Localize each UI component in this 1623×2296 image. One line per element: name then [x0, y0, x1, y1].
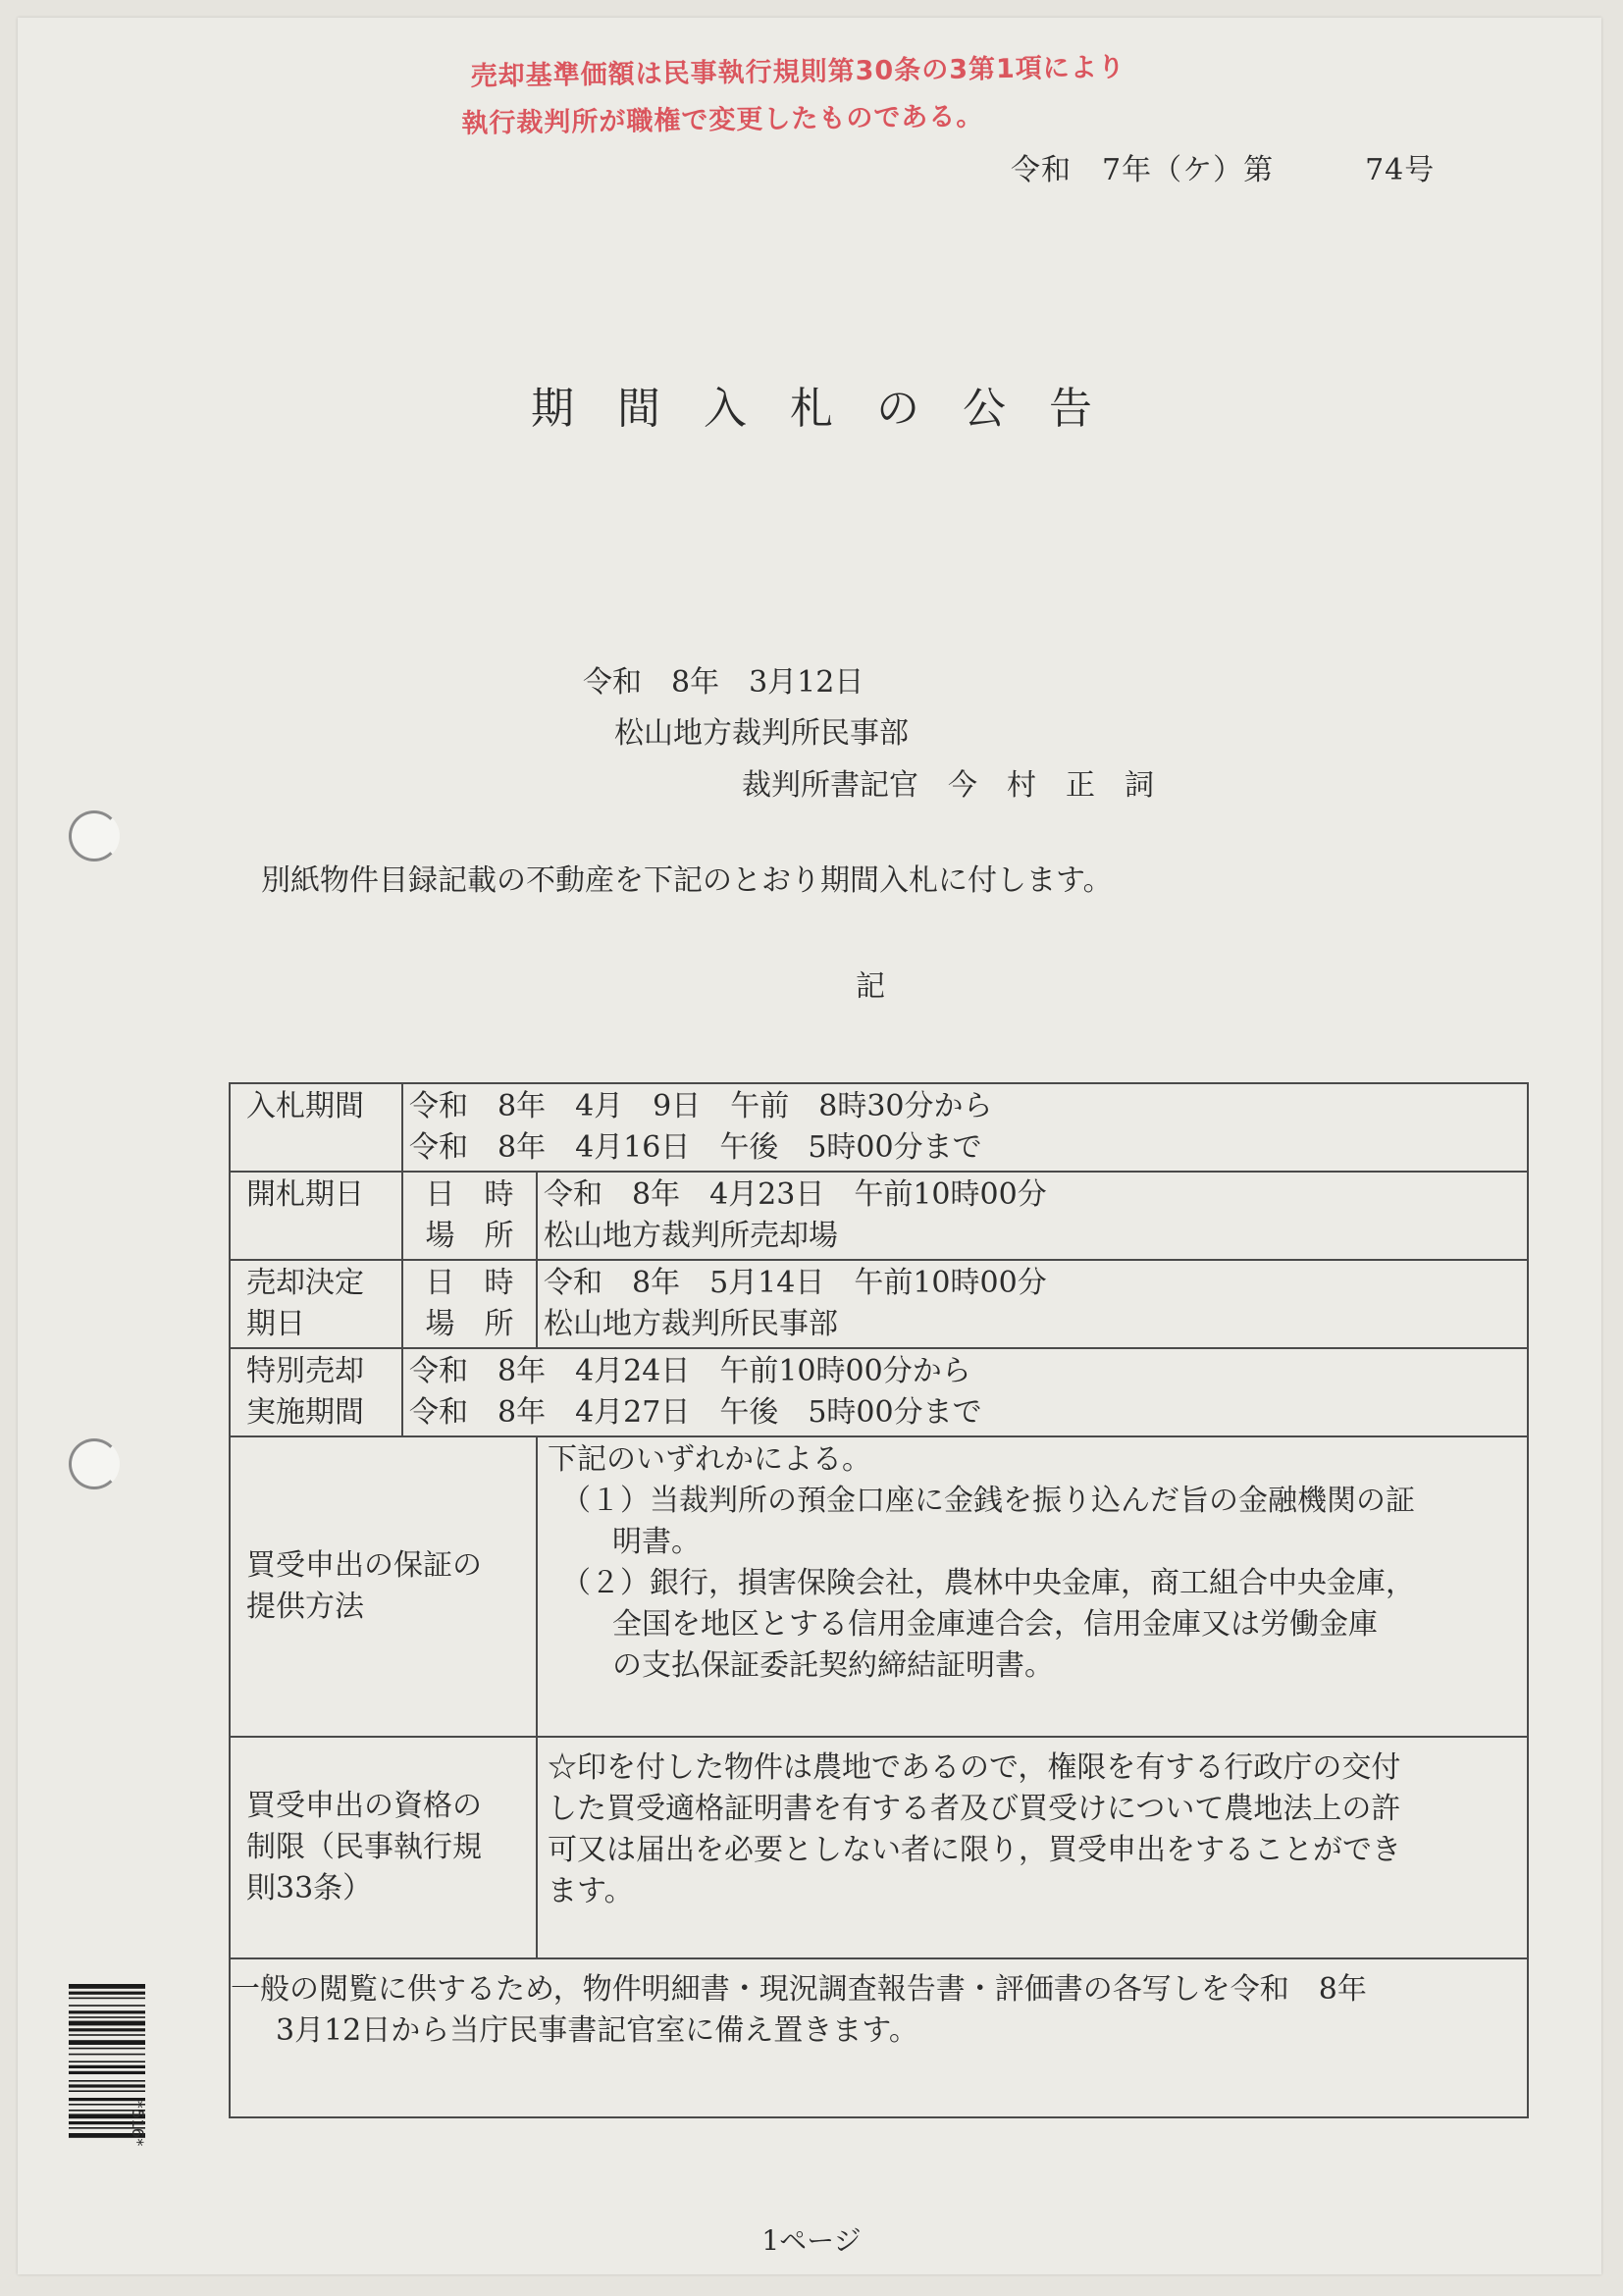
- barcode-bar: [69, 2090, 145, 2092]
- barcode-bar: [69, 1992, 145, 1995]
- decision-sub-labels: 日 時 場 所: [402, 1260, 537, 1348]
- guarantee-label: 買受申出の保証の 提供方法: [230, 1436, 537, 1737]
- barcode-bar: [69, 2080, 145, 2082]
- stamp-line-2: 執行裁判所が職権で変更したものである。: [461, 101, 984, 139]
- barcode-bar: [69, 2071, 145, 2074]
- page-title: 期間入札の公告: [531, 384, 1135, 434]
- table-row-inspection: [230, 1958, 1528, 2117]
- barcode-bar: [69, 2040, 145, 2045]
- barcode-bar: [69, 2061, 145, 2062]
- table-row-opening: [230, 1172, 1528, 1260]
- barcode-bar: [69, 2016, 145, 2018]
- punch-hole: [69, 810, 120, 861]
- barcode-bar: [69, 2005, 145, 2007]
- barcode-bar: [69, 2034, 145, 2036]
- special-sale-value: 令和 8年 4月24日 午前10時00分から 令和 8年 4月27日 午後 5時00分まで: [402, 1348, 1528, 1436]
- barcode-bar: [69, 1998, 145, 2000]
- bid-period-value: 令和 8年 4月 9日 午前 8時30分から 令和 8年 4月16日 午後 5時00分まで: [402, 1083, 1528, 1172]
- barcode-bar: [69, 2021, 145, 2026]
- qualification-label: 買受申出の資格の 制限（民事執行規 則33条）: [230, 1737, 537, 1958]
- barcode-label: *516*: [129, 2100, 147, 2148]
- opening-label: 開札期日: [230, 1172, 402, 1260]
- qualification-value: ☆印を付した物件は農地であるので，権限を有する行政庁の交付 した買受適格証明書を有する者及び買受けについて農地法上の許 可又は届出を必要としない者に限り，買受申出をすることができ ます。: [537, 1737, 1528, 1958]
- auction-details-table: [229, 1082, 1529, 2118]
- barcode-bar: [69, 2028, 145, 2031]
- table-row-special-sale: [230, 1348, 1528, 1436]
- table-row-bid-period: [230, 1083, 1528, 1172]
- inspection-note: 一般の閲覧に供するため，物件明細書・現況調査報告書・評価書の各写しを令和 8年 3月12日から当庁民事書記官室に備え置きます。: [230, 1958, 1528, 2117]
- ki-heading: 記: [856, 969, 885, 1004]
- barcode-bar: [69, 2084, 145, 2087]
- guarantee-value: 下記のいずれかによる。 （１）当裁判所の預金口座に金銭を振り込んだ旨の金融機関の証 明書。 （２）銀行，損害保険会社，農林中央金庫，商工組合中央金庫， 全国を地区とする信用金庫連合会，信用金庫又は労働金庫 の支払保証委託契約締結証明書。: [537, 1436, 1528, 1737]
- special-sale-label: 特別売却 実施期間: [230, 1348, 402, 1436]
- bid-period-label: 入札期間: [230, 1083, 402, 1172]
- barcode-bar: [69, 2048, 145, 2050]
- barcode-bar: [69, 2010, 145, 2013]
- barcode-bar: [69, 2065, 145, 2068]
- opening-sub-labels: 日 時 場 所: [402, 1172, 537, 1260]
- page-number: 1ページ: [761, 2224, 862, 2257]
- issue-date: 令和 8年 3月12日: [583, 665, 864, 700]
- decision-label: 売却決定 期日: [230, 1260, 402, 1348]
- table-row-decision: [230, 1260, 1528, 1348]
- table-row-qualification: [230, 1737, 1528, 1958]
- barcode-bar: [69, 2054, 145, 2056]
- clerk-name: 裁判所書記官 今 村 正 詞: [742, 768, 1154, 803]
- opening-values: 令和 8年 4月23日 午前10時00分 松山地方裁判所売却場: [537, 1172, 1528, 1260]
- stamp-line-1: 売却基準価額は民事執行規則第30条の3第1項により: [470, 52, 1126, 92]
- intro-text: 別紙物件目録記載の不動産を下記のとおり期間入札に付します。: [261, 863, 1113, 898]
- barcode-bar: [69, 1984, 145, 1989]
- case-number: 令和 7年（ケ）第 74号: [1011, 153, 1436, 187]
- table-row-guarantee: [230, 1436, 1528, 1737]
- punch-hole: [69, 1438, 120, 1489]
- court-name: 松山地方裁判所民事部: [614, 716, 909, 751]
- red-stamp: [461, 44, 1126, 147]
- decision-values: 令和 8年 5月14日 午前10時00分 松山地方裁判所民事部: [537, 1260, 1528, 1348]
